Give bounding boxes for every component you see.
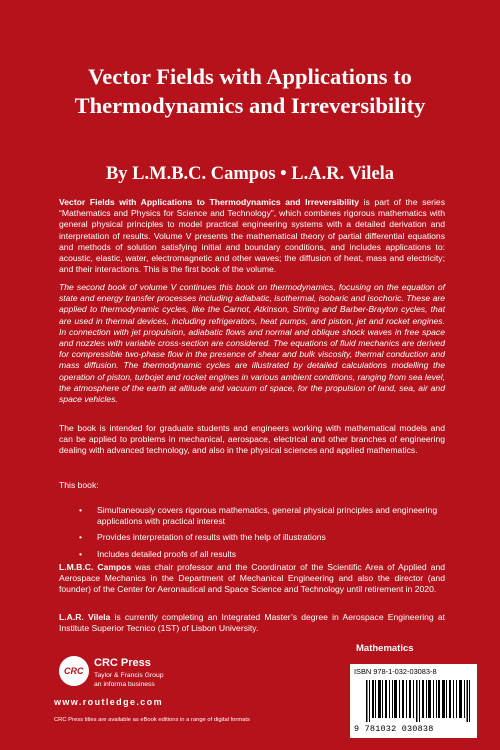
- list-item: • Includes detailed proofs of all results: [79, 548, 237, 559]
- publisher-group: Taylor & Francis Group: [94, 672, 164, 679]
- bullet-icon: •: [79, 532, 83, 543]
- barcode-icon: [366, 680, 470, 722]
- book-authors: By L.M.B.C. Campos • L.A.R. Vilela: [105, 164, 395, 184]
- description-title: Vector Fields with Applications to Thermodynamics and Irreversibility: [59, 197, 360, 207]
- barcode-panel: [350, 664, 477, 738]
- isbn-label: ISBN 978-1-032-03083-8: [354, 667, 437, 676]
- barcode-number: 9 781032 030838: [354, 724, 434, 734]
- bullet-icon: •: [79, 505, 83, 515]
- subject-category: Mathematics: [356, 643, 414, 654]
- description-paragraph-3: The book is intended for graduate students and engineers working with mathematical models and can be applied to problems in mechanical, aerospace, electrical and other branches of engineering dealing with advanced technology, and also in the physical sciences and applied mathematics.: [59, 423, 445, 456]
- author-bio-vilela: L.A.R. Vilela is currently completing an Integrated Master’s degree in Aerospace Engineering at Institute Superior Tecnico (1ST) of Lisbon University.: [59, 612, 446, 634]
- description-body: is part of the series “Mathematics and Physics for Science and Technology”, which combines rigorous mathematics with general physical principles to model practical engineering systems with a detailed derivation and interpretation of results. Volume V presents the mathematical theory of partial differential equations and methods of solution satisfying initial and boundary conditions, and includes applications to: acoustic, elastic, water, electromagnetic and other waves; the diffusion of heat, mass and electricity; and their interactions. This is the first book of the volume.: [59, 197, 445, 275]
- publisher-website: www.routledge.com: [54, 697, 163, 707]
- list-item: • Provides interpretation of results with the help of illustrations: [79, 532, 326, 543]
- features-intro: This book:: [59, 480, 99, 490]
- description-paragraph-2: The second book of volume V continues this book on thermodynamics, focusing on the equation of state and energy transfer processes including adiabatic, isothermal, isobaric and isochoric. These are applied to thermodynamic cycles, like the Carnot, Atkinson, Stirling and Barber-Brayton cycles, that are used in thermal devices, including refrigerators, heat pumps, and piston, jet and rocket engines. In connection with jet propulsion, adiabatic flows and normal and oblique shock waves in free space and nozzles with variable cross-section are considered. The equations of fluid mechanics are derived for compressible two-phase flow in the presence of shear and bulk viscosity, thermal conduction and mass diffusion. The thermodynamic cycles are illustrated by detailed calculations modelling the operation of piston, turbojet and rocket engines in various ambient conditions, ranging from sea level, the atmosphere of the earth at altitude and vacuum of space, for the propulsion of land, sea, air and space vehicles.: [59, 282, 445, 405]
- bullet-icon: •: [79, 548, 83, 559]
- publisher-tagline: an informa business: [94, 681, 155, 688]
- features-list: [59, 500, 445, 560]
- list-item: • Simultaneously covers rigorous mathematics, general physical principles and engineering applications with practical interest: [79, 505, 438, 527]
- ebook-note: CRC Press titles are available as eBook editions in a range of digital formats: [54, 717, 250, 723]
- author-bio-campos: L.M.B.C. Campos was chair professor and the Coordinator of the Scientific Area of Applied and Aerospace Mechanics in the Department of Mechanical Engineering and also the director (and founder) of the Center for Aeronautical and Space Science and Technology until retirement in 2020.: [59, 562, 445, 595]
- publisher-name: CRC Press: [94, 657, 151, 669]
- crc-logo-text: CRC: [64, 666, 84, 676]
- book-title: Vector Fields with Applications to Thermodynamics and Irreversibility: [74, 64, 426, 118]
- description-paragraph-1: [59, 197, 445, 275]
- crc-logo: [59, 656, 89, 686]
